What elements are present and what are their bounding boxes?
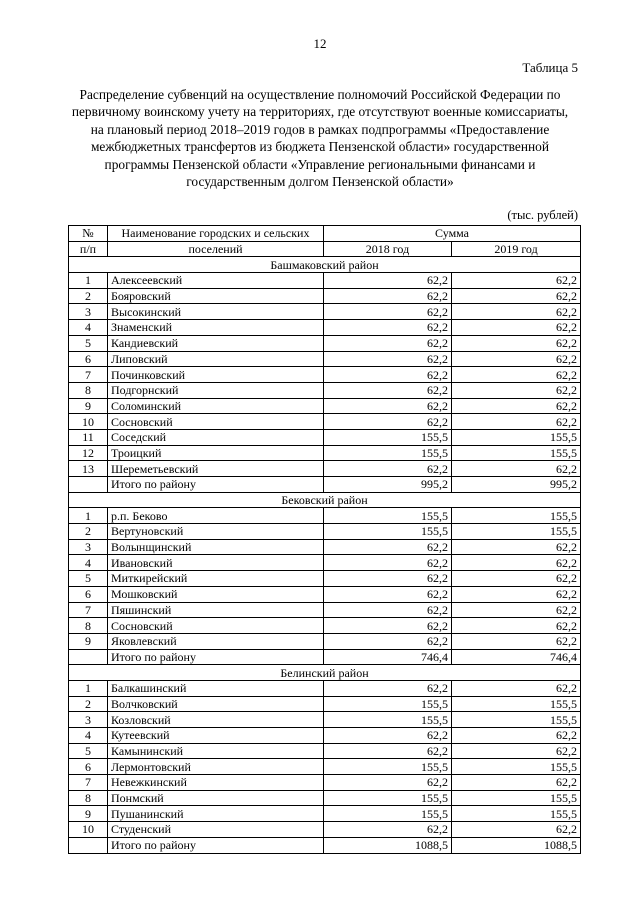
- amount-2019: 155,5: [452, 790, 581, 806]
- amount-2019: 62,2: [452, 775, 581, 791]
- row-number: 3: [69, 304, 108, 320]
- amount-2019: 62,2: [452, 728, 581, 744]
- table-row: [69, 571, 581, 587]
- settlement-name: р.п. Беково: [108, 508, 324, 524]
- table-row: [69, 743, 581, 759]
- header-name-line2: поселений: [108, 241, 324, 257]
- settlement-name: Кандиевский: [108, 335, 324, 351]
- amount-2018: 62,2: [324, 367, 452, 383]
- amount-2018: 1088,5: [324, 837, 452, 853]
- amount-2018: 62,2: [324, 461, 452, 477]
- amount-2019: 155,5: [452, 508, 581, 524]
- settlement-name: Соседский: [108, 429, 324, 445]
- row-number: 3: [69, 712, 108, 728]
- settlement-name: Вертуновский: [108, 524, 324, 540]
- amount-2018: 746,4: [324, 649, 452, 665]
- row-number: 4: [69, 320, 108, 336]
- amount-2018: 62,2: [324, 633, 452, 649]
- row-number: 9: [69, 633, 108, 649]
- row-number: 10: [69, 822, 108, 838]
- row-number: 4: [69, 728, 108, 744]
- amount-2019: 62,2: [452, 618, 581, 634]
- settlement-name: Шереметьевский: [108, 461, 324, 477]
- row-number: 11: [69, 429, 108, 445]
- settlement-name: Ивановский: [108, 555, 324, 571]
- settlement-name: Троицкий: [108, 445, 324, 461]
- amount-2018: 62,2: [324, 382, 452, 398]
- row-number: 2: [69, 524, 108, 540]
- amount-2018: 62,2: [324, 680, 452, 696]
- amount-2018: 62,2: [324, 728, 452, 744]
- table-row: [69, 618, 581, 634]
- header-row-1: [69, 226, 581, 242]
- settlement-name: Алексеевский: [108, 273, 324, 289]
- amount-2019: 62,2: [452, 571, 581, 587]
- amount-2018: 62,2: [324, 586, 452, 602]
- header-year-2019: 2019 год: [452, 241, 581, 257]
- amount-2018: 155,5: [324, 696, 452, 712]
- table-row: [69, 775, 581, 791]
- amount-2018: 62,2: [324, 571, 452, 587]
- amount-2018: 62,2: [324, 539, 452, 555]
- table-row: [69, 602, 581, 618]
- table-row: [69, 429, 581, 445]
- table-row: [69, 696, 581, 712]
- district-name: Бековский район: [69, 492, 581, 508]
- table-row: [69, 728, 581, 744]
- amount-2019: 62,2: [452, 414, 581, 430]
- amount-2018: 155,5: [324, 508, 452, 524]
- header-year-2018: 2018 год: [324, 241, 452, 257]
- settlement-name: Кутеевский: [108, 728, 324, 744]
- table-row: [69, 822, 581, 838]
- settlement-name: Сосновский: [108, 414, 324, 430]
- amount-2018: 62,2: [324, 351, 452, 367]
- settlement-name: Волынщинский: [108, 539, 324, 555]
- row-number: 7: [69, 367, 108, 383]
- amount-2018: 62,2: [324, 335, 452, 351]
- row-number: 10: [69, 414, 108, 430]
- amount-2019: 155,5: [452, 806, 581, 822]
- subsidy-table: [68, 225, 581, 854]
- amount-2019: 62,2: [452, 367, 581, 383]
- amount-2019: 62,2: [452, 398, 581, 414]
- amount-2019: 155,5: [452, 429, 581, 445]
- settlement-name: Починковский: [108, 367, 324, 383]
- table-row: [69, 680, 581, 696]
- table-row: [69, 288, 581, 304]
- amount-2019: 155,5: [452, 524, 581, 540]
- amount-2019: 62,2: [452, 633, 581, 649]
- row-number: 6: [69, 351, 108, 367]
- amount-2018: 995,2: [324, 477, 452, 493]
- total-label: Итого по району: [108, 837, 324, 853]
- amount-2019: 62,2: [452, 382, 581, 398]
- amount-2018: 155,5: [324, 806, 452, 822]
- row-number: [69, 837, 108, 853]
- table-row: [69, 586, 581, 602]
- row-number: 5: [69, 743, 108, 759]
- amount-2019: 62,2: [452, 680, 581, 696]
- settlement-name: Балкашинский: [108, 680, 324, 696]
- settlement-name: Липовский: [108, 351, 324, 367]
- row-number: [69, 477, 108, 493]
- amount-2019: 155,5: [452, 712, 581, 728]
- row-number: 13: [69, 461, 108, 477]
- table-row: [69, 790, 581, 806]
- row-number: 8: [69, 790, 108, 806]
- table-row: [69, 759, 581, 775]
- amount-2019: 62,2: [452, 288, 581, 304]
- amount-2019: 62,2: [452, 586, 581, 602]
- table-row: [69, 320, 581, 336]
- table-row: [69, 445, 581, 461]
- amount-2019: 62,2: [452, 273, 581, 289]
- district-name: Башмаковский район: [69, 257, 581, 273]
- amount-2019: 62,2: [452, 539, 581, 555]
- total-label: Итого по району: [108, 477, 324, 493]
- table-body: [69, 226, 581, 854]
- amount-2018: 62,2: [324, 618, 452, 634]
- table-row: [69, 414, 581, 430]
- amount-2018: 62,2: [324, 743, 452, 759]
- row-number: 9: [69, 806, 108, 822]
- amount-2019: 995,2: [452, 477, 581, 493]
- amount-2019: 62,2: [452, 555, 581, 571]
- amount-2018: 62,2: [324, 273, 452, 289]
- amount-2019: 62,2: [452, 335, 581, 351]
- settlement-name: Пушанинский: [108, 806, 324, 822]
- settlement-name: Соломинский: [108, 398, 324, 414]
- settlement-name: Подгорнский: [108, 382, 324, 398]
- amount-2018: 62,2: [324, 822, 452, 838]
- table-row: [69, 555, 581, 571]
- amount-2019: 62,2: [452, 602, 581, 618]
- district-name: Белинский район: [69, 665, 581, 681]
- row-number: 1: [69, 273, 108, 289]
- amount-2018: 155,5: [324, 445, 452, 461]
- district-header-row: [69, 257, 581, 273]
- row-number: 12: [69, 445, 108, 461]
- amount-2019: 746,4: [452, 649, 581, 665]
- district-total-row: [69, 477, 581, 493]
- amount-2018: 62,2: [324, 304, 452, 320]
- row-number: 1: [69, 680, 108, 696]
- row-number: 8: [69, 618, 108, 634]
- settlement-name: Знаменский: [108, 320, 324, 336]
- total-label: Итого по району: [108, 649, 324, 665]
- table-row: [69, 335, 581, 351]
- settlement-name: Волчковский: [108, 696, 324, 712]
- row-number: 7: [69, 602, 108, 618]
- table-row: [69, 461, 581, 477]
- table-row: [69, 273, 581, 289]
- table-row: [69, 382, 581, 398]
- header-num-line2: п/п: [69, 241, 108, 257]
- amount-2018: 155,5: [324, 524, 452, 540]
- settlement-name: Козловский: [108, 712, 324, 728]
- amount-2018: 155,5: [324, 790, 452, 806]
- settlement-name: Понмский: [108, 790, 324, 806]
- row-number: 1: [69, 508, 108, 524]
- settlement-name: Яковлевский: [108, 633, 324, 649]
- amount-2018: 62,2: [324, 602, 452, 618]
- amount-2019: 62,2: [452, 461, 581, 477]
- amount-2019: 62,2: [452, 320, 581, 336]
- table-row: [69, 351, 581, 367]
- table-row: [69, 398, 581, 414]
- amount-2019: 155,5: [452, 445, 581, 461]
- settlement-name: Высокинский: [108, 304, 324, 320]
- amount-2019: 62,2: [452, 822, 581, 838]
- header-num-line1: №: [69, 226, 108, 242]
- amount-2019: 155,5: [452, 759, 581, 775]
- row-number: 4: [69, 555, 108, 571]
- settlement-name: Камынинский: [108, 743, 324, 759]
- page-number: 12: [313, 36, 327, 51]
- amount-2018: 62,2: [324, 555, 452, 571]
- row-number: 5: [69, 571, 108, 587]
- amount-2019: 62,2: [452, 743, 581, 759]
- settlement-name: Пяшинский: [108, 602, 324, 618]
- amount-2018: 155,5: [324, 429, 452, 445]
- table-label: Таблица 5: [522, 60, 578, 75]
- amount-2019: 62,2: [452, 351, 581, 367]
- unit-note: (тыс. рублей): [507, 208, 578, 222]
- row-number: 7: [69, 775, 108, 791]
- amount-2019: 155,5: [452, 696, 581, 712]
- header-sum: Сумма: [324, 226, 581, 242]
- row-number: 2: [69, 696, 108, 712]
- amount-2018: 155,5: [324, 712, 452, 728]
- settlement-name: Бояровский: [108, 288, 324, 304]
- district-total-row: [69, 837, 581, 853]
- table-row: [69, 712, 581, 728]
- table-row: [69, 539, 581, 555]
- district-header-row: [69, 492, 581, 508]
- district-header-row: [69, 665, 581, 681]
- row-number: 6: [69, 759, 108, 775]
- settlement-name: Невежкинский: [108, 775, 324, 791]
- amount-2018: 62,2: [324, 398, 452, 414]
- document-title: Распределение субвенций на осуществление полномочий Российской Федерации по первичному воинскому учету на территориях, где отсутствуют военные комиссариаты, на плановый период 2018–2019 годов в рамках подпрограммы «Предоставление межбюджетных трансфертов из бюджета Пензенской области» государственной программы Пензенской области «Управление региональными финансами и государственным долгом Пензенской области»: [71, 87, 569, 190]
- amount-2018: 62,2: [324, 414, 452, 430]
- table-row: [69, 508, 581, 524]
- amount-2018: 62,2: [324, 775, 452, 791]
- table-row: [69, 633, 581, 649]
- settlement-name: Сосновский: [108, 618, 324, 634]
- amount-2019: 62,2: [452, 304, 581, 320]
- settlement-name: Мошковский: [108, 586, 324, 602]
- table-row: [69, 806, 581, 822]
- row-number: [69, 649, 108, 665]
- row-number: 5: [69, 335, 108, 351]
- table-row: [69, 524, 581, 540]
- row-number: 8: [69, 382, 108, 398]
- amount-2018: 62,2: [324, 288, 452, 304]
- row-number: 6: [69, 586, 108, 602]
- row-number: 2: [69, 288, 108, 304]
- header-row-2: [69, 241, 581, 257]
- table-row: [69, 367, 581, 383]
- district-total-row: [69, 649, 581, 665]
- settlement-name: Студенский: [108, 822, 324, 838]
- amount-2018: 62,2: [324, 320, 452, 336]
- settlement-name: Миткирейский: [108, 571, 324, 587]
- row-number: 9: [69, 398, 108, 414]
- table-row: [69, 304, 581, 320]
- amount-2018: 155,5: [324, 759, 452, 775]
- settlement-name: Лермонтовский: [108, 759, 324, 775]
- amount-2019: 1088,5: [452, 837, 581, 853]
- header-name-line1: Наименование городских и сельских: [108, 226, 324, 242]
- row-number: 3: [69, 539, 108, 555]
